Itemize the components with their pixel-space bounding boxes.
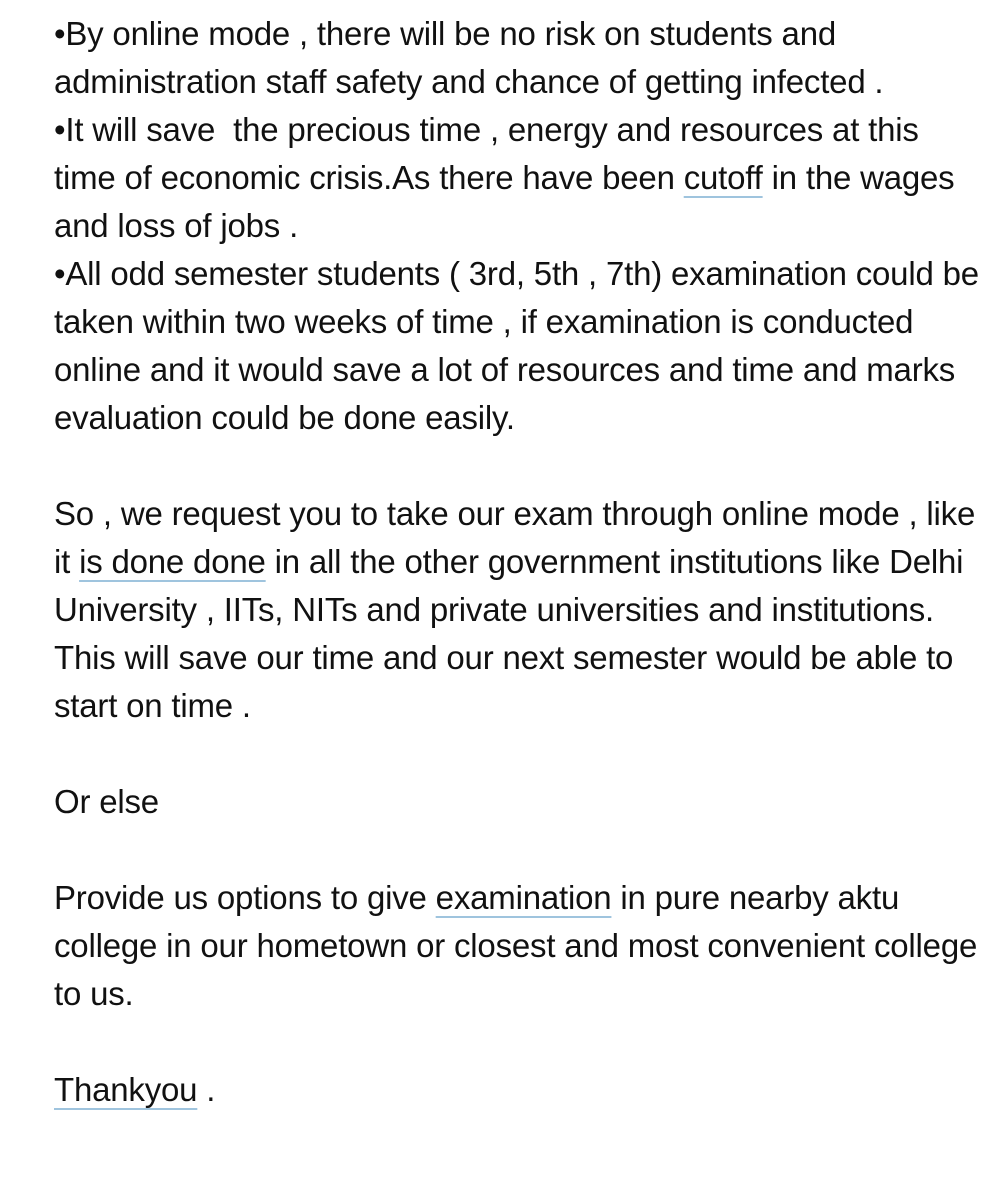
document-body xyxy=(54,10,988,1114)
flagged-word-cutoff[interactable]: cutoff xyxy=(683,159,763,196)
request-text-before: So , we request you to take our exam through online mode , like it xyxy=(54,495,985,580)
request-text-after: in all the other government institutions like Delhi University , IITs, NITs and private universities and institutions. This will save our time and our next semester would be able to start on time . xyxy=(54,543,973,724)
paragraph-gap xyxy=(54,826,984,874)
bullet-odd-semester xyxy=(54,250,988,442)
paragraph-gap xyxy=(54,730,984,778)
provide-options-paragraph xyxy=(54,874,987,1018)
request-paragraph xyxy=(54,490,984,730)
bullet-save-time-text-before: •It will save the precious time , energy and resources at this time of economic crisis.As there have been xyxy=(54,111,928,196)
bullet-online-mode-safety xyxy=(54,10,984,106)
flagged-word-thankyou[interactable]: Thankyou xyxy=(54,1071,198,1108)
paragraph-gap xyxy=(54,1018,984,1066)
bullet-save-time-resources xyxy=(54,106,984,250)
or-else-text: Or else xyxy=(54,783,159,820)
bullet-save-time-text-after: in the wages and loss of jobs . xyxy=(54,159,964,244)
flagged-word-examination[interactable]: examination xyxy=(435,879,612,916)
flagged-phrase-is-done-done[interactable]: is done done xyxy=(79,543,266,580)
or-else-line xyxy=(54,778,984,826)
closing-text-after: . xyxy=(197,1071,216,1108)
closing-line xyxy=(54,1066,984,1114)
provide-text-after: in pure nearby aktu college in our hometown or closest and most convenient college to us. xyxy=(54,879,987,1012)
bullet-odd-semester-text: •All odd semester students ( 3rd, 5th , 7th) examination could be taken within two weeks of time , if examination is conducted online and it would save a lot of resources and time and marks evaluation could be done easily. xyxy=(54,255,988,436)
provide-text-before: Provide us options to give xyxy=(54,879,436,916)
bullet-online-mode-safety-text: •By online mode , there will be no risk on students and administration staff safety and chance of getting infected . xyxy=(54,15,884,100)
paragraph-gap xyxy=(54,442,984,490)
